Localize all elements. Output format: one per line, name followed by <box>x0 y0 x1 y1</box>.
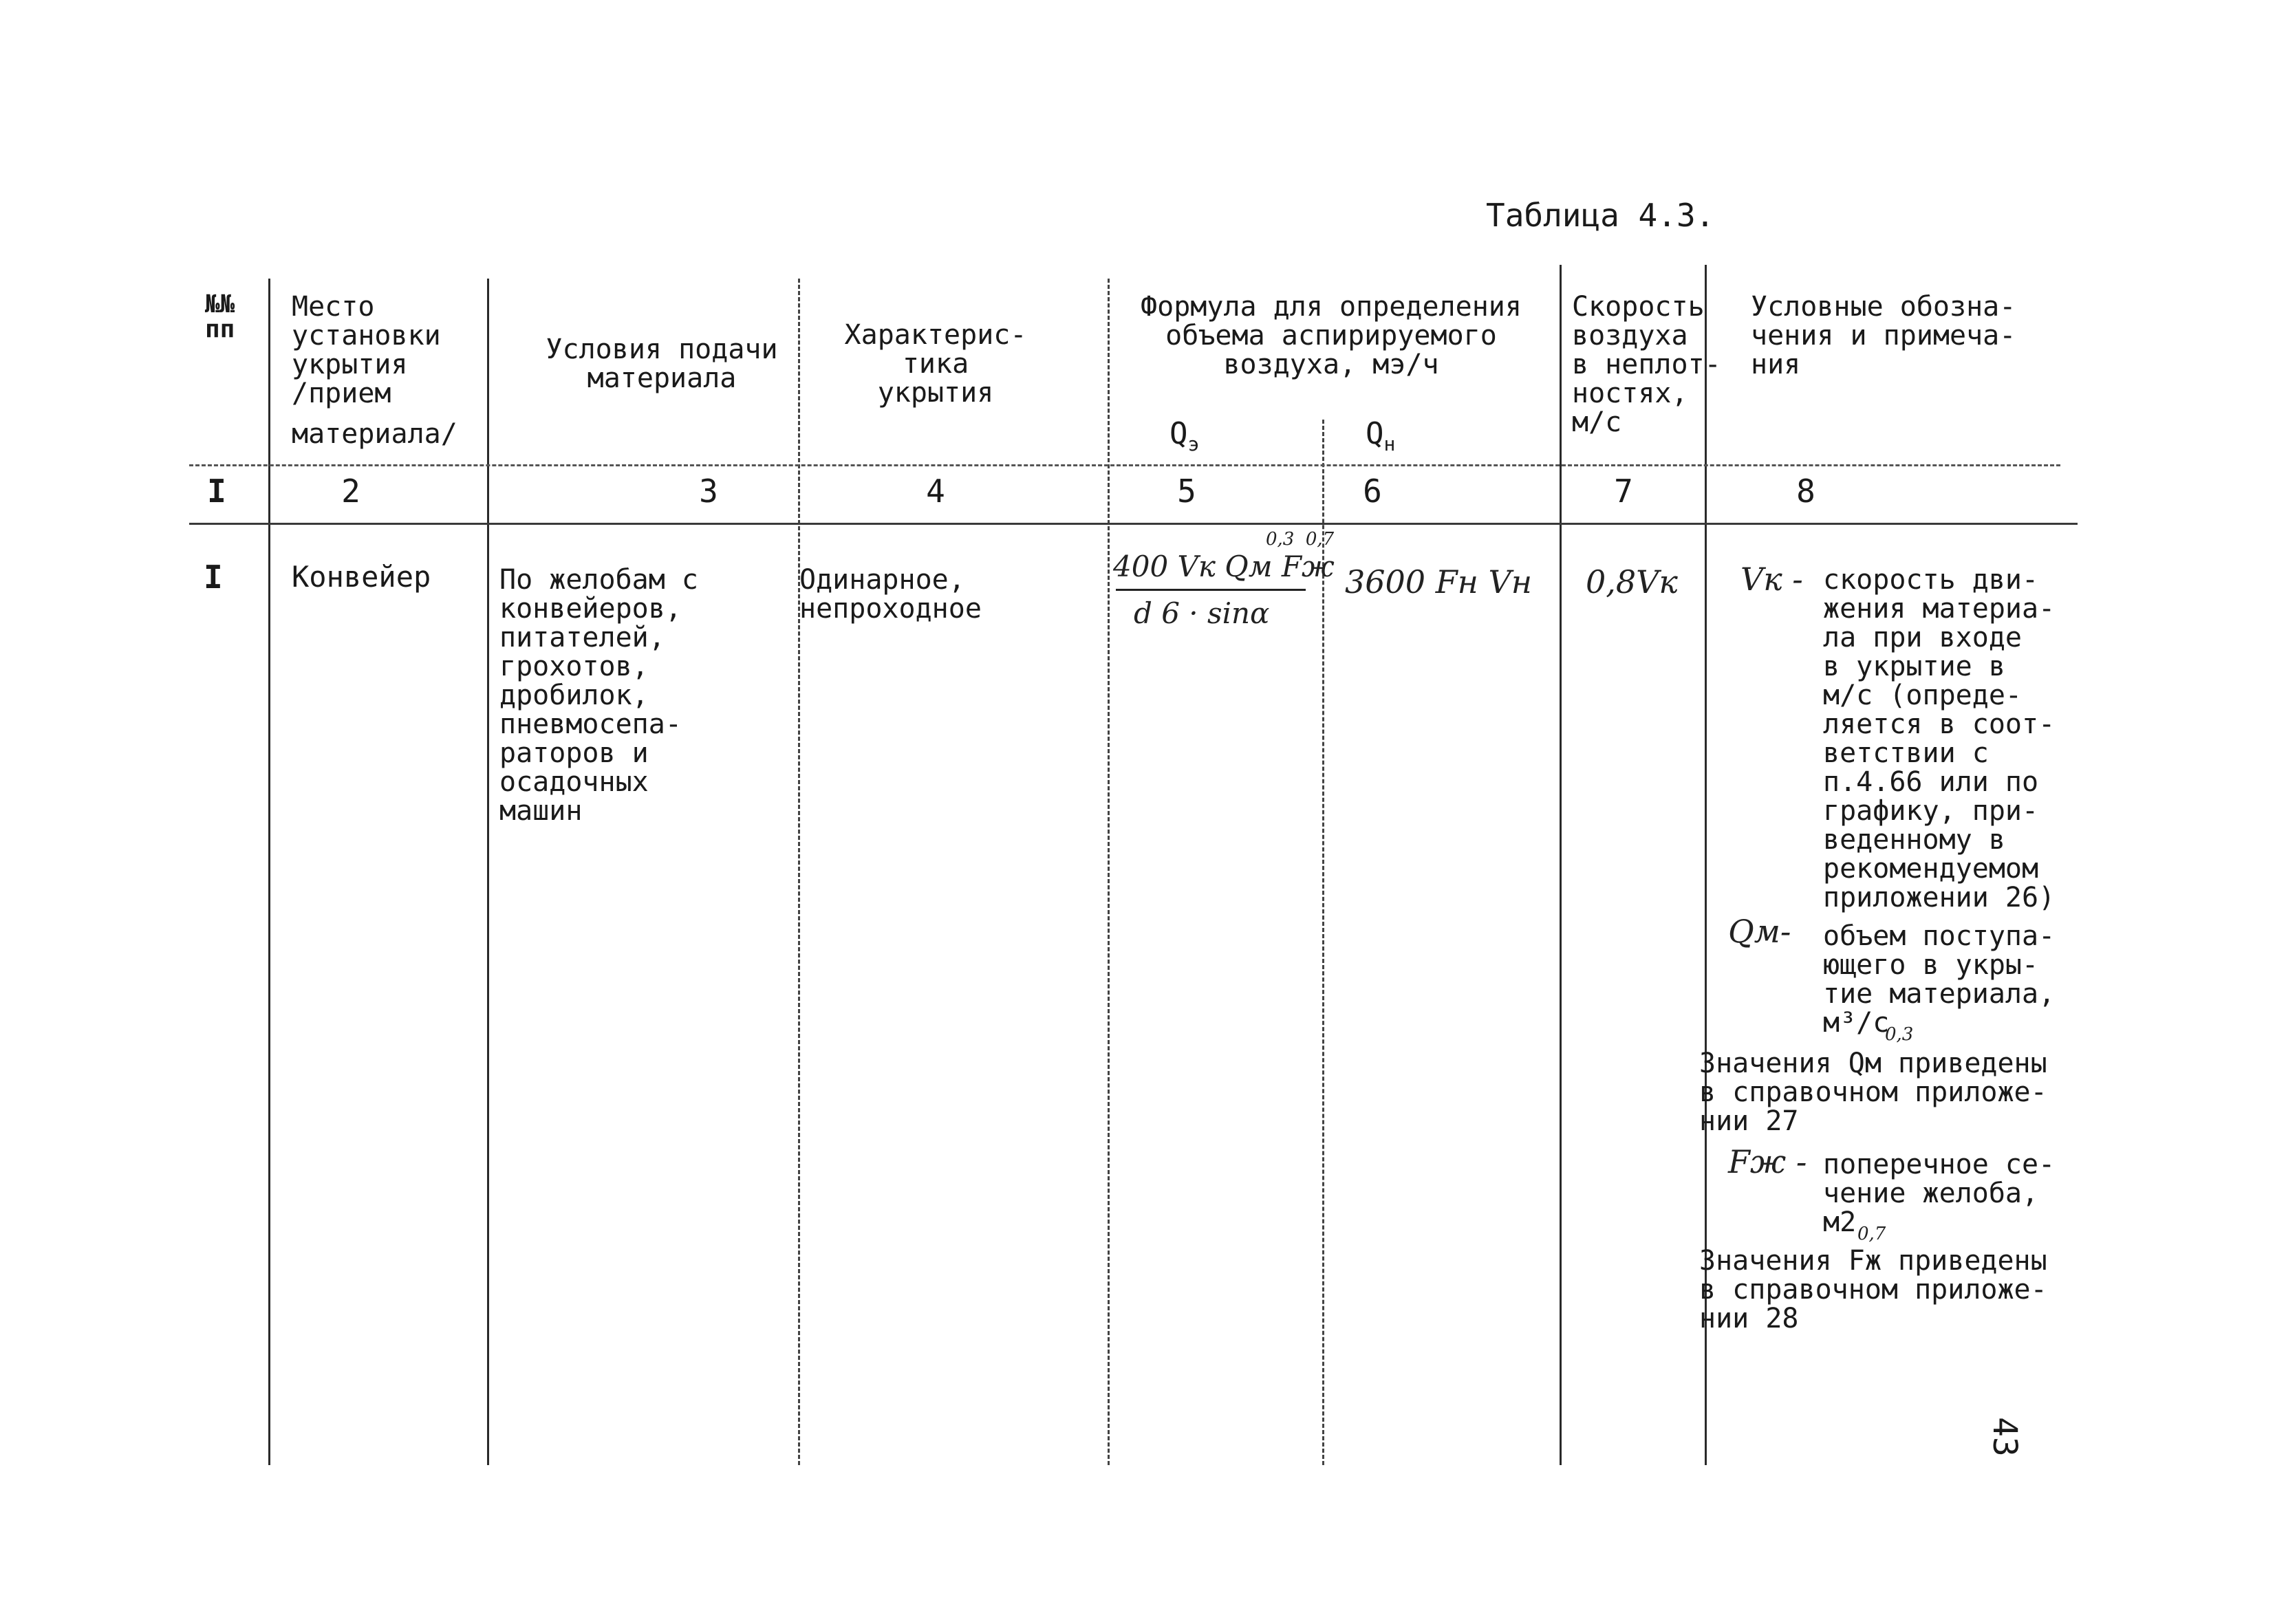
column-divider-2 <box>487 279 489 1465</box>
note-fzh-exponent: 0,7 <box>1857 1224 1886 1244</box>
col-number-8: 8 <box>1796 473 1815 510</box>
header-number-col: №№ пп <box>205 290 235 343</box>
row-number: I <box>204 559 223 596</box>
header-formula-qe: $Q_э$ <box>1169 416 1200 455</box>
header-conditions: Условия подачи материала <box>546 334 778 394</box>
formula-qe-exponents: 0,3 0,7 <box>1266 529 1335 550</box>
formula-qn: 3600 Fн Vн <box>1345 563 1533 600</box>
note-qm-symbol: Qм- <box>1728 913 1791 950</box>
column-divider-1 <box>268 279 270 1465</box>
formula-qe-numerator: 400 Vк Qм Fж <box>1113 550 1335 583</box>
formula-qe-denominator: d 6 · sinα <box>1134 596 1270 630</box>
col-number-5: 5 <box>1177 473 1196 510</box>
column-divider-6 <box>1560 265 1562 1465</box>
note-fzh-text: поперечное се- чение желоба, м2 <box>1823 1149 2056 1238</box>
page-number: 43 <box>1985 1417 2024 1457</box>
header-characteristic: Характерис- тика укрытия <box>844 319 1027 409</box>
note-fzh-symbol: Fж - <box>1728 1143 1807 1180</box>
note-qm-text: объем поступа- ющего в укры- тие материала, м³/с <box>1823 920 2056 1039</box>
col-number-7: 7 <box>1614 473 1633 510</box>
note-qm-values: Значения Qм приведены в справочном приложе- нии 27 <box>1699 1048 2047 1137</box>
header-velocity: Скорость воздуха в неплот- ностях, м/с <box>1572 291 1721 438</box>
header-place: Место установки укрытия /прием <box>292 291 441 409</box>
header-formula: Формула для определения объема аспирируемого воздуха, мэ/ч <box>1141 291 1522 380</box>
col-number-3: 3 <box>699 473 718 510</box>
col-number-1: I <box>207 473 226 510</box>
note-qm-exponent: 0,3 <box>1885 1024 1914 1045</box>
column-divider-3 <box>798 279 800 1465</box>
header-bottom-line <box>189 464 2060 466</box>
col-number-2: 2 <box>341 473 360 510</box>
velocity-value: 0,8Vк <box>1586 563 1678 600</box>
col-number-4: 4 <box>926 473 945 510</box>
header-notes: Условные обозна- чения и примеча- ния <box>1751 291 2016 380</box>
numbers-bottom-line <box>189 523 2078 525</box>
col-number-6: 6 <box>1363 473 1382 510</box>
table-title: Таблица 4.3. <box>1486 197 1715 234</box>
row-conditions: По желобам с конвейеров, питателей, грохотов, дробилок, пневмосепа- раторов и осадочных машин <box>499 564 698 827</box>
formula-qe-fraction-bar <box>1116 589 1306 591</box>
column-divider-4 <box>1108 279 1110 1465</box>
row-characteristic: Одинарное, непроходное <box>799 564 982 625</box>
note-vk-symbol: Vк - <box>1740 561 1803 598</box>
note-vk-text: скорость дви- жения материа- ла при входе в укрытие в м/с (опреде- ляется в соот- ветствии с п.4.66 или по графику, при- веденному в рекомендуемом приложении 26) <box>1823 564 2056 913</box>
header-place-bottom: материала/ <box>292 418 457 450</box>
header-formula-qn: $Q_н$ <box>1366 416 1396 455</box>
note-fzh-values: Значения Fж приведены в справочном приложе- нии 28 <box>1699 1245 2047 1334</box>
row-place: Конвейер <box>292 560 431 594</box>
